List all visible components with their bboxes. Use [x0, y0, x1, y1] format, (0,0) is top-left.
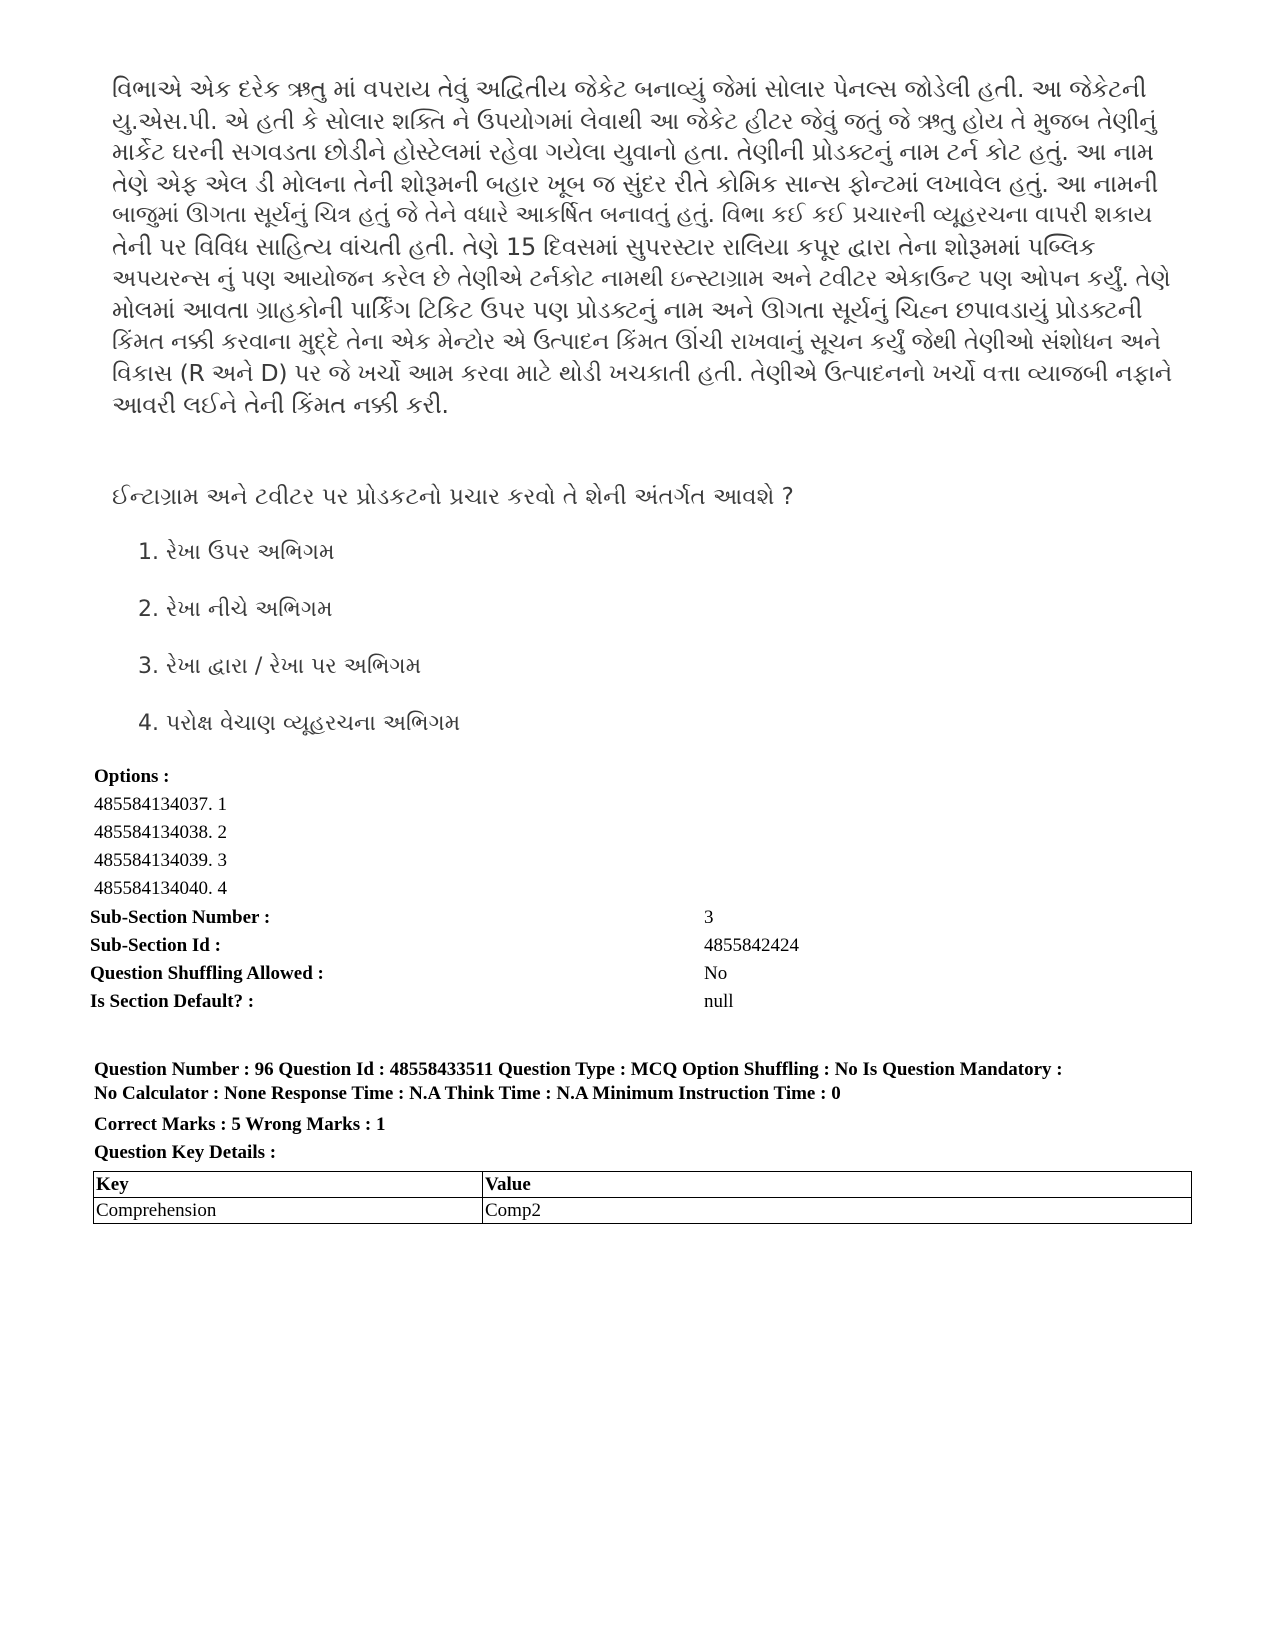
question-info	[94, 1058, 1194, 1106]
key-column-header: Key	[94, 1172, 483, 1198]
value-cell: Comp2	[483, 1198, 1192, 1224]
key-table	[93, 1171, 1192, 1224]
passage-line: માર્કેટ ઘરની સગવડતા છોડીને હોસ્ટેલમાં રહેવા ગયેલા યુવાનો હતા. તેણીની પ્રોડક્ટનું નામ ટર્ન કોટ હતું. આ નામ	[112, 138, 1154, 167]
value-column-header: Value	[483, 1172, 1192, 1198]
question-info-line: Question Number : 96 Question Id : 48558433511 Question Type : MCQ Option Shuffling : No Is Question Mandatory :	[94, 1059, 1063, 1080]
passage-line: કિંમત નક્કી કરવાના મુદ્દે તેના એક મેન્ટોર એ ઉત્પાદન કિંમત ઊંચી રાખવાનું સૂચન કર્યું જેથી તેણીઓ સંશોધન અને	[112, 328, 1161, 355]
subsection-id-value: 4855842424	[704, 935, 799, 956]
choice-4: 4. પરોક્ષ વેચાણ વ્યૂહરચના અભિગમ	[138, 711, 461, 736]
key-details-label: Question Key Details :	[94, 1142, 277, 1163]
marks-info: Correct Marks : 5 Wrong Marks : 1	[94, 1114, 386, 1135]
choice-3: 3. રેખા દ્વારા / રેખા પર અભિગમ	[138, 654, 422, 679]
passage-line: અપયરન્સ નું પણ આયોજન કરેલ છે તેણીએ ટર્નકોટ નામથી ઇન્સ્ટાગ્રામ અને ટવીટર એકાઉન્ટ પણ ઓપન કર્યું. તેણે	[112, 265, 1171, 292]
passage-line: મોલમાં આવતા ગ્રાહકોની પાર્કિંગ ટિકિટ ઉપર પણ પ્રોડક્ટનું નામ અને ઊગતા સૂર્યનું ચિહ્ન છપાવડાયું પ્રોડક્ટની	[112, 296, 1143, 325]
question-shuffling-value: No	[704, 963, 728, 984]
key-cell: Comprehension	[94, 1198, 483, 1224]
choice-2: 2. રેખા નીચે અભિગમ	[138, 597, 333, 622]
passage-line: વિભાએ એક દરેક ઋતુ માં વપરાય તેવું અદ્વિતીય જેકેટ બનાવ્યું જેમાં સોલાર પેનલ્સ જોડેલી હતી. આ જેકેટની	[112, 75, 1147, 103]
option-item: 485584134038. 2	[94, 822, 227, 843]
passage-line: બાજુમાં ઊગતા સૂર્યનું ચિત્ર હતું જે તેને વધારે આકર્ષિત બનાવતું હતું. વિભા કઈ કઈ પ્રચારની વ્યૂહરચના વાપરી શકાય	[112, 202, 1153, 229]
passage-line: યુ.એસ.પી. એ હતી કે સોલાર શક્તિ ને ઉપયોગમાં લેવાથી આ જેકેટ હીટર જેવું જતું જે ઋતુ હોય તે મુજબ તેણીનું	[112, 106, 1157, 135]
question-shuffling-label: Question Shuffling Allowed :	[90, 963, 324, 984]
passage-line: તેની પર વિવિધ સાહિત્ય વાંચતી હતી. તેણે 15 દિવસમાં સુપરસ્ટાર રાલિયા કપૂર દ્વારા તેના શોરૂમમાં પબ્લિક	[112, 232, 1096, 261]
section-default-value: null	[704, 991, 734, 1012]
passage-line: વિકાસ (R અને D) પર જે ખર્ચો આમ કરવા માટે થોડી ખચકાતી હતી. તેણીએ ઉત્પાદનનો ખર્ચો વત્તા વ્યાજબી નફાને	[112, 359, 1172, 388]
choice-1: 1. રેખા ઉપર અભિગમ	[138, 540, 335, 565]
section-default-label: Is Section Default? :	[90, 991, 255, 1012]
table-row	[94, 1198, 1192, 1224]
option-item: 485584134039. 3	[94, 850, 227, 871]
subsection-id-label: Sub-Section Id :	[90, 935, 221, 956]
table-header-row	[94, 1172, 1192, 1198]
passage	[112, 74, 1174, 422]
option-item: 485584134040. 4	[94, 878, 227, 899]
subsection-number-value: 3	[704, 907, 714, 928]
options-label: Options :	[94, 766, 170, 787]
passage-line: આવરી લઈને તેની કિંમત નક્કી કરી.	[112, 390, 449, 419]
subsection-number-label: Sub-Section Number :	[90, 907, 271, 928]
option-item: 485584134037. 1	[94, 794, 227, 815]
question-info-line: No Calculator : None Response Time : N.A Think Time : N.A Minimum Instruction Time : 0	[94, 1083, 841, 1104]
question-text: ઈન્ટાગ્રામ અને ટવીટર પર પ્રોડકટનો પ્રચાર કરવો તે શેની અંતર્ગત આવશે ?	[112, 484, 794, 510]
passage-line: તેણે એફ એલ ડી મોલના તેની શોરૂમની બહાર ખૂબ જ સુંદર રીતે કોમિક સાન્સ ફોન્ટમાં લખાવેલ હતું. આ નામની	[112, 169, 1158, 198]
